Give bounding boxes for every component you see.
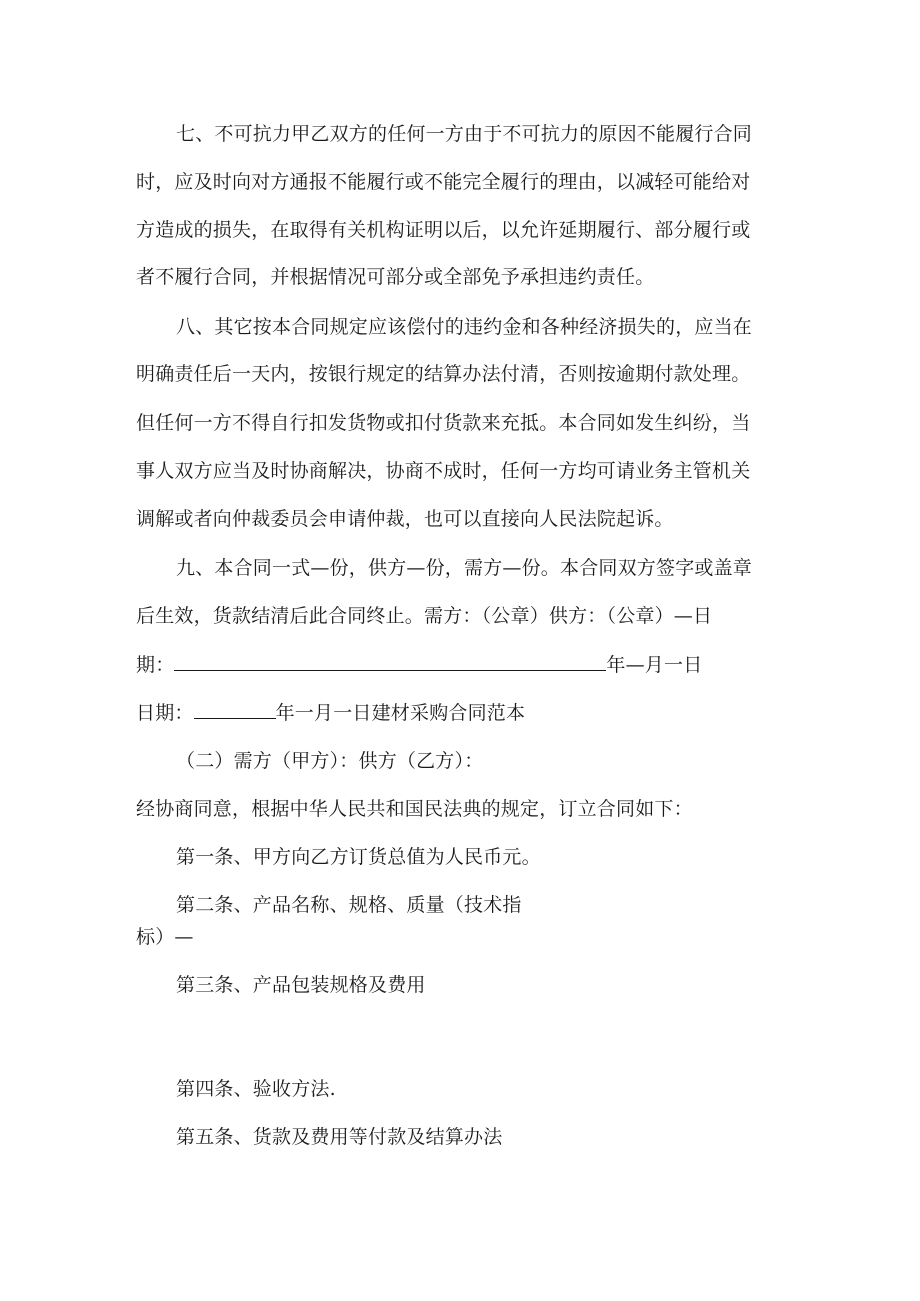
article-3: 第三条、产品包装规格及费用 xyxy=(176,974,426,996)
para7-line4: 者不履行合同，并根据情况可部分或全部免予承担违约责任。 xyxy=(136,266,655,288)
para8-line3: 但任何一方不得自行扣发货物或扣付货款来充抵。本合同如发生纠纷，当 xyxy=(136,412,751,434)
article-2-line2: 标）— xyxy=(136,926,194,948)
date-blank-line xyxy=(174,652,606,671)
article-4: 第四条、验收方法. xyxy=(176,1078,336,1100)
para8-line4: 事人双方应当及时协商解决，协商不成时，任何一方均可请业务主管机关 xyxy=(136,460,751,482)
para7-line1: 七、不可抗力甲乙双方的任何一方由于不可抗力的原因不能履行合同 xyxy=(176,123,753,145)
date-line-blank xyxy=(194,700,276,719)
para9-line1: 九、本合同一式—份，供方—份，需方—份。本合同双方签字或盖章 xyxy=(176,557,753,579)
article-1: 第一条、甲方向乙方订货总值为人民币元。 xyxy=(176,846,541,868)
contract-intro: 经协商同意，根据中华人民共和国民法典的规定，订立合同如下： xyxy=(136,798,693,820)
para9-line3 xyxy=(136,652,702,677)
date-label: 期： xyxy=(136,654,175,676)
para7-line3: 方造成的损失，在取得有关机构证明以后，以允许延期履行、部分履行或 xyxy=(136,219,751,241)
para7-line2: 时，应及时向对方通报不能履行或不能完全履行的理由，以减轻可能给对 xyxy=(136,171,751,193)
date-line-suffix: 年一月一日建材采购合同范本 xyxy=(275,702,526,724)
para8-line2: 明确责任后一天内，按银行规定的结算办法付清，否则按逾期付款处理。 xyxy=(136,363,751,385)
date-line xyxy=(136,700,525,725)
para8-line1: 八、其它按本合同规定应该偿付的违约金和各种经济损失的，应当在 xyxy=(176,316,753,338)
article-5: 第五条、货款及费用等付款及结算办法 xyxy=(176,1126,503,1148)
para8-line5: 调解或者向仲裁委员会申请仲裁，也可以直接向人民法院起诉。 xyxy=(136,508,674,530)
para9-line2: 后生效，货款结清后此合同终止。需方：（公章）供方：（公章）—日 xyxy=(136,605,713,627)
date-line-label: 日期： xyxy=(136,702,194,724)
article-2-line1: 第二条、产品名称、规格、质量（技术指 xyxy=(176,894,522,916)
part2-header: （二）需方（甲方）：供方（乙方）： xyxy=(176,750,484,772)
date-suffix: 年—月一日 xyxy=(606,654,703,676)
